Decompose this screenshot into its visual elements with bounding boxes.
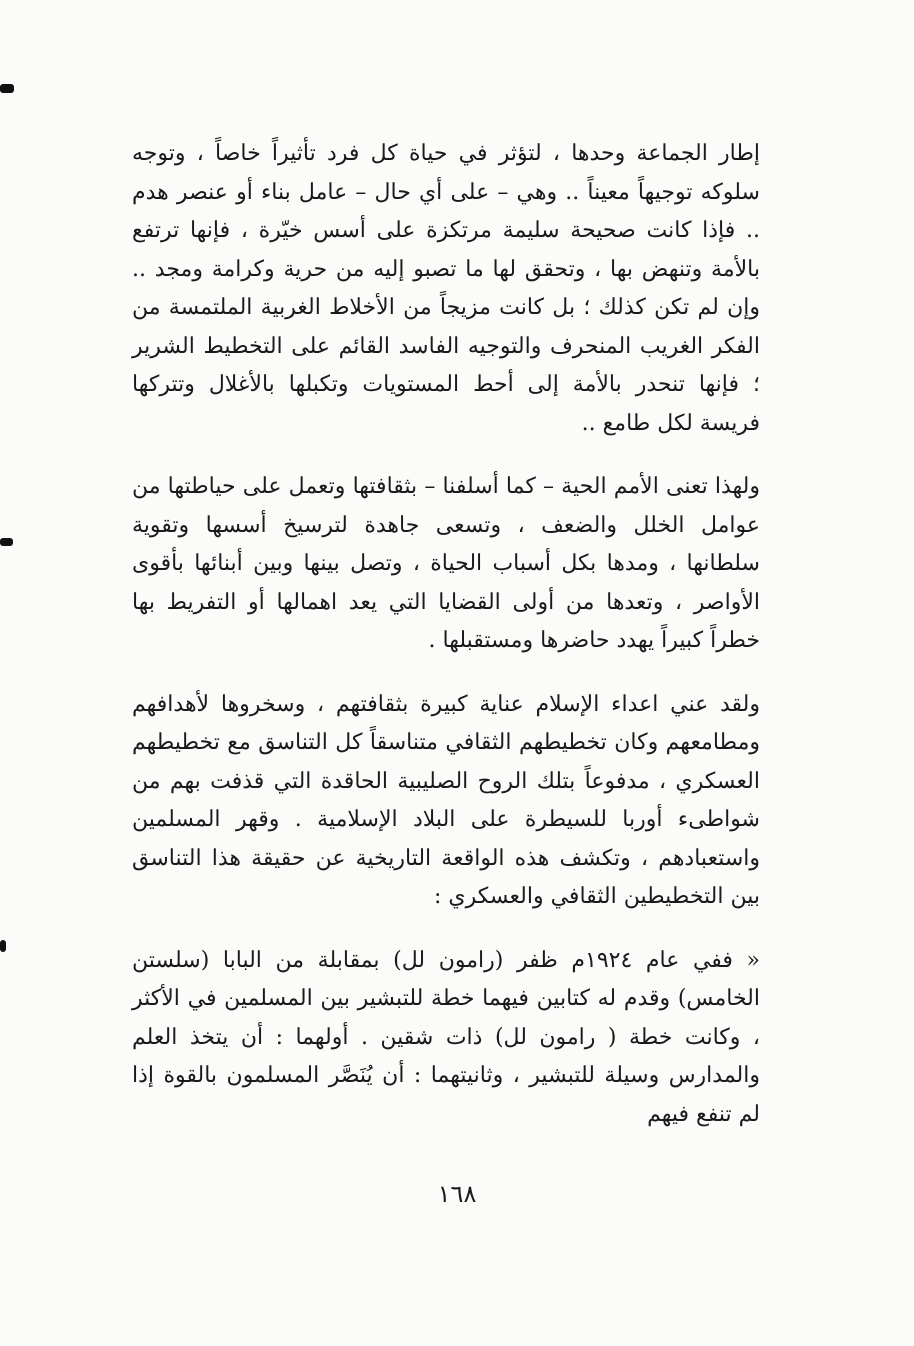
scan-edge-mark (0, 940, 6, 952)
scan-edge-mark (0, 84, 14, 93)
paragraph-1: إطار الجماعة وحدها ، لتؤثر في حياة كل فرد تأثيراً خاصاً ، وتوجه سلوكه توجيهاً معيناً .. وهي – على أي حال – عامل بناء أو عنصر هدم .. فإذا كانت صحيحة سليمة مرتكزة على أسس خيّرة ، فإنها ترتفع بالأمة وتنهض بها ، وتحقق لها ما تصبو إليه من حرية وكرامة ومجد .. وإن لم تكن كذلك ؛ بل كانت مزيجاً من الأخلاط الغربية الملتمسة من الفكر الغريب المنحرف والتوجيه الفاسد القائم على التخطيط الشرير ؛ فإنها تنحدر بالأمة إلى أحط المستويات وتكبلها بالأغلال وتتركها فريسة لكل طامع .. (132, 141, 760, 436)
paragraph-4: « ففي عام ١٩٢٤م ظفر (رامون لل) بمقابلة من البابا (سلستن الخامس) وقدم له كتابين فيهما خطة للتبشير بين المسلمين في الأكثر ، وكانت خطة ( رامون لل) ذات شقين . أولهما : أن يتخذ العلم والمدارس وسيلة للتبشير ، وثانيتهما : أن يُنَصَّر المسلمون بالقوة إذا لم تنفع فيهم (132, 947, 761, 1127)
page-number: ١٦٨ (437, 1180, 477, 1208)
paragraph-2: ولهذا تعنى الأمم الحية – كما أسلفنا – بثقافتها وتعمل على حياطتها من عوامل الخلل والضعف ، وتسعى جاهدة لترسيخ أسسها وتقوية سلطانها ، ومدها بكل أسباب الحياة ، وتصل بينها وبين أبنائها بأقوى الأواصر ، وتعدها من أولى القضايا التي يعد اهمالها أو التفريط بها خطراً كبيراً يهدد حاضرها ومستقبلها . (132, 474, 760, 653)
body-text (132, 135, 760, 1134)
paragraph-3: ولقد عني اعداء الإسلام عناية كبيرة بثقافتهم ، وسخروها لأهدافهم ومطامعهم وكان تخطيطهم الثقافي متناسقاً كل التناسق مع تخطيطهم العسكري ، مدفوعاً بتلك الروح الصليبية الحاقدة التي قذفت بهم من شواطىء أوربا للسيطرة على البلاد الإسلامية . وقهر المسلمين واستعبادهم ، وتكشف هذه الواقعة التاريخية عن حقيقة هذا التناسق بين التخطيطين الثقافي والعسكري : (132, 691, 760, 909)
scan-edge-mark (0, 538, 13, 546)
